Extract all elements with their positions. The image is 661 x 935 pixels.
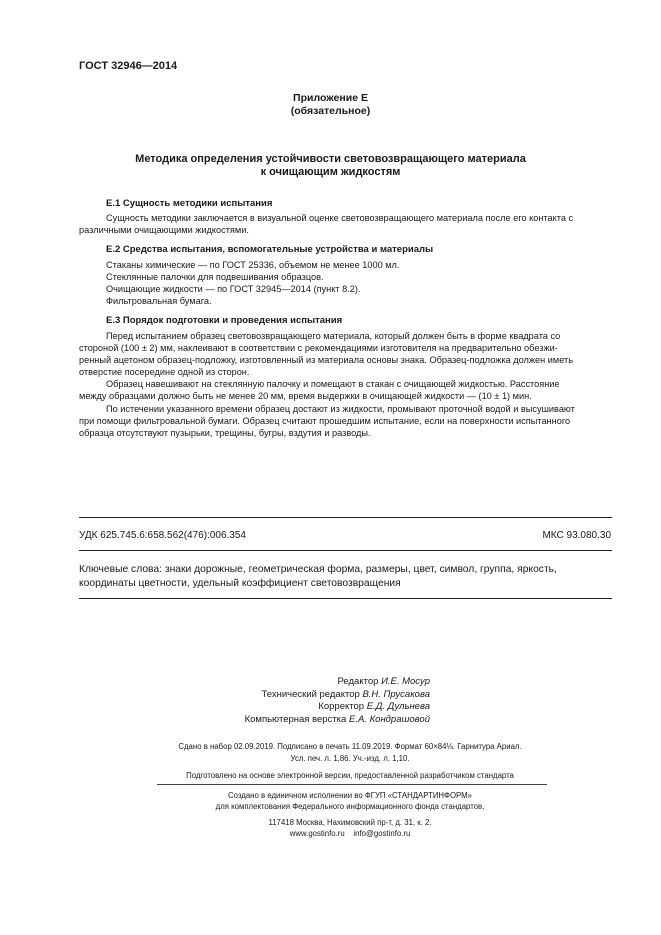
list-item: Очищающие жидкости — по ГОСТ 32945—2014 (пункт 8.2). bbox=[106, 284, 361, 294]
title-line-1: Методика определения устойчивости световозвращающего материала bbox=[135, 153, 526, 165]
section-e1-text-1: Сущность методики заключается в визуальной оценке световозвращающего материала после его контакта с bbox=[106, 213, 574, 223]
keywords-line-1: Ключевые слова: знаки дорожные, геометрическая форма, размеры, цвет, символ, группа, яркость, bbox=[79, 564, 557, 575]
divider bbox=[157, 784, 547, 785]
section-e3-heading: Е.3 Порядок подготовки и проведения испытания bbox=[106, 315, 343, 326]
email-link[interactable]: info@gostinfo.ru bbox=[353, 829, 411, 838]
list-item: Стаканы химические — по ГОСТ 25336, объемом не менее 1000 мл. bbox=[106, 260, 400, 270]
publisher-line-2: для комплектования Федерального информационного фонда стандартов, bbox=[215, 802, 485, 811]
credit-line: Технический редактор В.Н. Прусакова bbox=[261, 688, 430, 700]
divider bbox=[79, 598, 612, 599]
paragraph-line: отверстие посередине одной из сторон. bbox=[79, 367, 250, 377]
annex-status: (обязательное) bbox=[290, 105, 371, 117]
publisher-contacts bbox=[140, 828, 560, 839]
publisher-line-1: Создано в единичном исполнении во ФГУП «СТАНДАРТИНФОРМ» bbox=[228, 791, 472, 800]
credits bbox=[230, 676, 430, 726]
credit-line: Корректор Е.Д. Дульнева bbox=[318, 701, 430, 712]
list-item: Стеклянные палочки для подвешивания образцов. bbox=[106, 272, 324, 282]
title-line-2: к очищающим жидкостям bbox=[260, 166, 401, 178]
publisher-address: 117418 Москва, Нахимовский пр-т, д. 31, к. 2. bbox=[268, 818, 432, 827]
paragraph-line: между образцами должно быть не менее 20 мм, время выдержки в очищающей жидкости — (10 ± 1) мин. bbox=[79, 391, 532, 401]
paragraph-line: Образец навешивают на стеклянную палочку и помещают в стакан с очищающей жидкостью. Расстояние bbox=[106, 379, 560, 389]
paragraph-line: образца отсутствуют пузырьки, трещины, бугры, вздутия и разводы. bbox=[79, 428, 371, 438]
keywords-line-2: координаты цветности, удельный коэффициент световозвращения bbox=[79, 578, 401, 589]
paragraph-line: ренный ацетоном образец-подложку, изготовленный из материала основы знака. Образец-подложка должен иметь bbox=[79, 355, 574, 365]
credit-line: Компьютерная верстка Е.А. Кондрашовой bbox=[244, 713, 430, 725]
paragraph-line: По истечении указанного времени образец достают из жидкости, промывают проточной водой и высушивают bbox=[106, 404, 575, 414]
keywords bbox=[79, 563, 612, 591]
mks-code: МКС 93.080.30 bbox=[542, 530, 611, 541]
divider bbox=[79, 550, 612, 551]
udk-code: УДК 625.745.6:658.562(476):006.354 bbox=[79, 530, 246, 541]
section-e1-heading: Е.1 Сущность методики испытания bbox=[106, 198, 273, 209]
imprint-line-1: Сдано в набор 02.09.2019. Подписано в печать 11.09.2019. Формат 60×84⅛. Гарнитура Ариал. bbox=[178, 742, 522, 751]
paragraph-line: при помощи фильтровальной бумаги. Образец считают прошедшим испытание, если на поверхности испытанного bbox=[79, 416, 571, 426]
credit-line: Редактор И.Е. Мосур bbox=[337, 676, 430, 687]
list-item: Фильтровальная бумага. bbox=[106, 296, 212, 306]
page-title bbox=[79, 153, 582, 179]
annex-title: Приложение Е bbox=[293, 92, 368, 104]
annex-heading bbox=[79, 92, 582, 118]
paragraph-line: стороной (100 ± 2) мм, наклеивают в соответствии с рекомендациями изготовителя на предварительно обезжи- bbox=[79, 343, 558, 353]
document-code: ГОСТ 32946—2014 bbox=[79, 60, 178, 72]
divider bbox=[79, 517, 612, 518]
paragraph-line: Перед испытанием образец световозвращающего материала, который должен быть в форме квадрата со bbox=[106, 331, 561, 341]
website-link[interactable]: www.gostinfo.ru bbox=[289, 829, 345, 838]
section-e2-heading: Е.2 Средства испытания, вспомогательные устройства и материалы bbox=[106, 244, 434, 255]
imprint-line-2: Усл. печ. л. 1,86. Уч.-изд. л. 1,10. bbox=[290, 754, 410, 763]
section-e1-text-2: различными очищающими жидкостями. bbox=[79, 225, 249, 235]
imprint-line-3: Подготовлено на основе электронной версии, предоставленной разработчиком стандарта bbox=[186, 771, 514, 780]
